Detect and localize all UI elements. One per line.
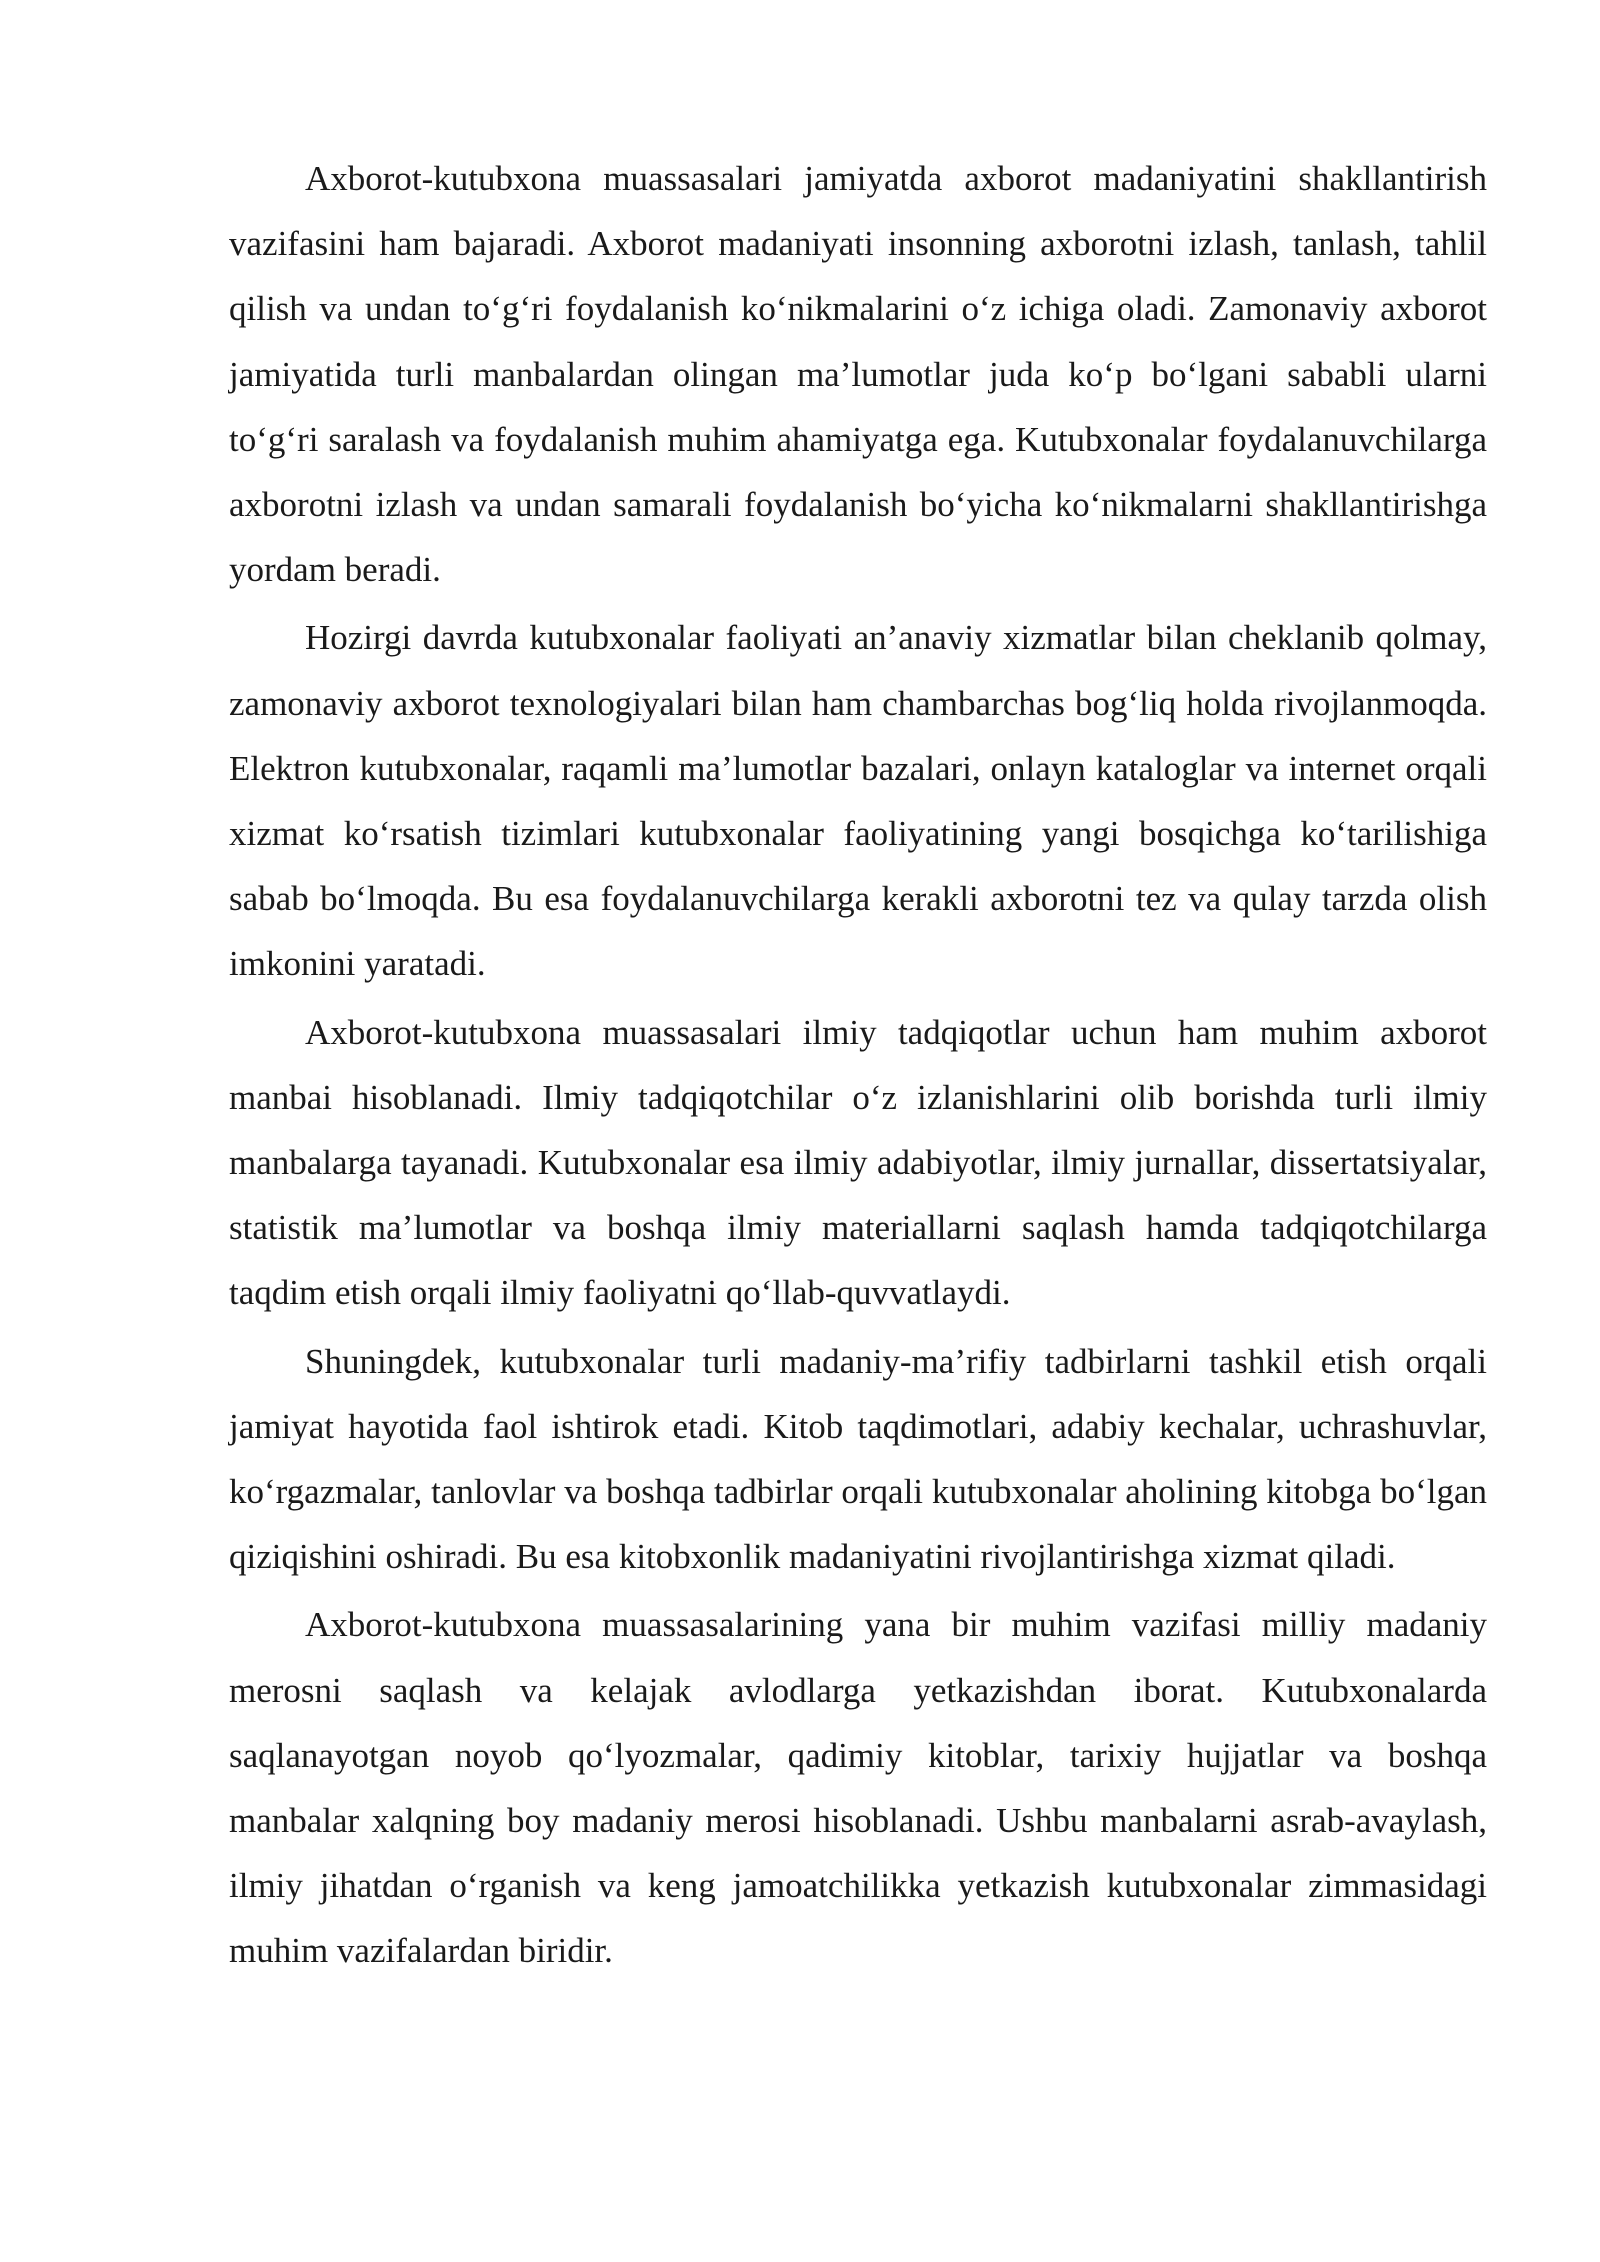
paragraph-1: Axborot-kutubxona muassasalari jamiyatda axborot madaniyatini shakllantirish vazifasini ham bajaradi. Axborot madaniyati insonning axborotni izlash, tanlash, tahlil qilish va undan to‘g‘ri foydalanish ko‘nikmalarini o‘z ichiga oladi. Zamonaviy axborot jamiyatida turli manbalardan olingan ma’lumotlar juda ko‘p bo‘lgani sababli ularni to‘g‘ri saralash va foydalanish muhim ahamiyatga ega. Kutubxonalar foydalanuvchilarga axborotni izlash va undan samarali foydalanish bo‘yicha ko‘nikmalarni shakllantirishga yordam beradi. [229, 159, 1487, 590]
paragraph-3: Axborot-kutubxona muassasalari ilmiy tadqiqotlar uchun ham muhim axborot manbai hisoblanadi. Ilmiy tadqiqotchilar o‘z izlanishlarini olib borishda turli ilmiy manbalarga tayanadi. Kutubxonalar esa ilmiy adabiyotlar, ilmiy jurnallar, dissertatsiyalar, statistik ma’lumotlar va boshqa ilmiy materiallarni saqlash hamda tadqiqotchilarga taqdim etish orqali ilmiy faoliyatni qo‘llab-quvvatlaydi. [229, 1012, 1487, 1313]
paragraph-2: Hozirgi davrda kutubxonalar faoliyati an’anaviy xizmatlar bilan cheklanib qolmay, zamonaviy axborot texnologiyalari bilan ham chambarchas bog‘liq holda rivojlanmoqda. Elektron kutubxonalar, raqamli ma’lumotlar bazalari, onlayn kataloglar va internet orqali xizmat ko‘rsatish tizimlari kutubxonalar faoliyatining yangi bosqichga ko‘tarilishiga sabab bo‘lmoqda. Bu esa foydalanuvchilarga kerakli axborotni tez va qulay tarzda olish imkonini yaratadi. [229, 618, 1487, 984]
paragraph-4: Shuningdek, kutubxonalar turli madaniy-ma’rifiy tadbirlarni tashkil etish orqali jamiyat hayotida faol ishtirok etadi. Kitob taqdimotlari, adabiy kechalar, uchrashuvlar, ko‘rgazmalar, tanlovlar va boshqa tadbirlar orqali kutubxonalar aholining kitobga bo‘lgan qiziqishini oshiradi. Bu esa kitobxonlik madaniyatini rivojlantirishga xizmat qiladi. [229, 1341, 1487, 1577]
paragraph-5: Axborot-kutubxona muassasalarining yana bir muhim vazifasi milliy madaniy merosni saqlash va kelajak avlodlarga yetkazishdan iborat. Kutubxonalarda saqlanayotgan noyob qo‘lyozmalar, qadimiy kitoblar, tarixiy hujjatlar va boshqa manbalar xalqning boy madaniy merosi hisoblanadi. Ushbu manbalarni asrab-avaylash, ilmiy jihatdan o‘rganish va keng jamoatchilikka yetkazish kutubxonalar zimmasidagi muhim vazifalardan biridir. [229, 1605, 1487, 1971]
document-body [229, 146, 1487, 1987]
